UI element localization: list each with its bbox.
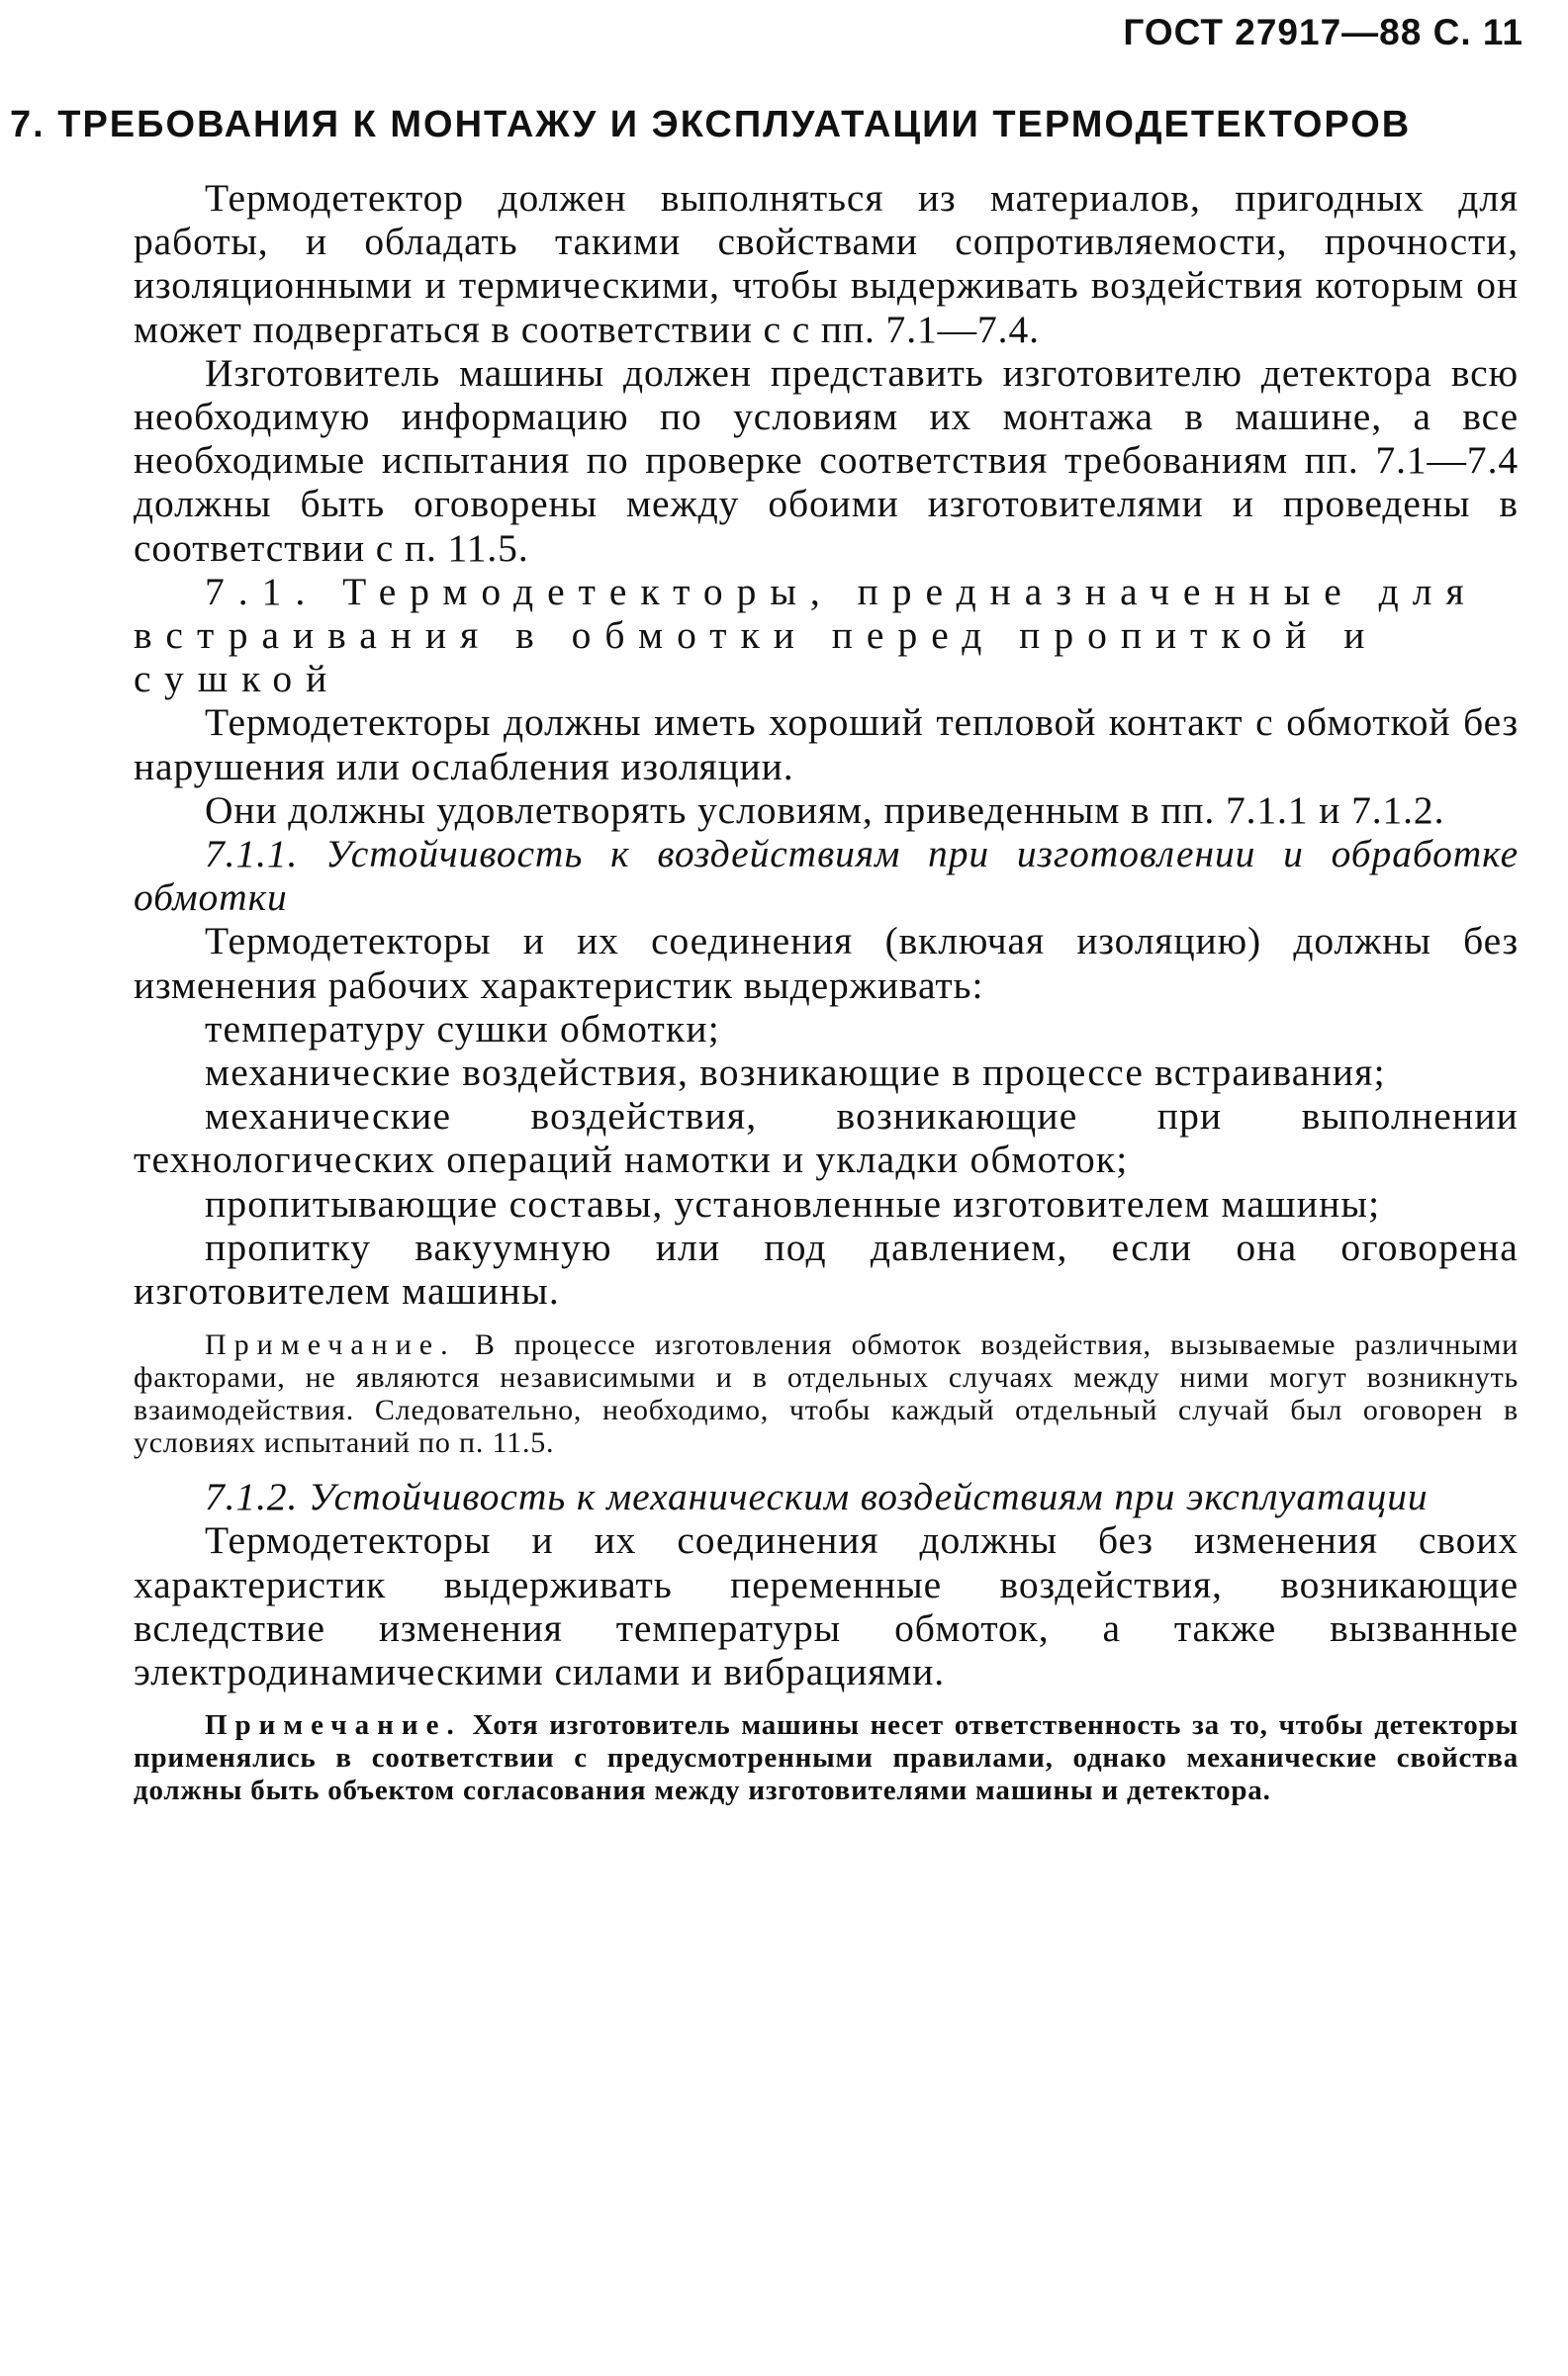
- list-item: пропитывающие составы, установленные изготовителем машины;: [205, 1181, 1381, 1226]
- subsection-heading-7-1: 7.1. Термодетекторы, предназначенные для встраивания в обмотки перед пропиткой и сушкой: [134, 569, 1478, 701]
- note-1: [134, 1328, 1519, 1459]
- note-text: Хотя изготовитель машины несет ответственность за то, чтобы детекторы применялись в соответствии с предусмотренными правилами, однако механические свойства должны быть объектом согласования между изготовителями машины и детектора.: [134, 1709, 1519, 1807]
- paragraph-conditions-ref: Они должны удовлетворять условиям, приведенным в пп. 7.1.1 и 7.1.2.: [205, 787, 1445, 832]
- note-label: Примечание.: [205, 1709, 462, 1742]
- note-2: [134, 1709, 1519, 1807]
- paragraph-mechanical-withstand: Термодетекторы и их соединения должны без изменения своих характеристик выдерживать переменные воздействия, возникающие вследствие изменения температуры обмоток, а также вызванные электродинамическими силами и вибрациями.: [134, 1518, 1519, 1694]
- document-body: [134, 176, 1519, 1823]
- note-text: В процессе изготовления обмоток воздействия, вызываемые различными факторами, не являются независимыми и в отдельных случаях между ними могут возникнуть взаимодействия. Следовательно, необходимо, чтобы каждый отдельный случай был оговорен в условиях испытаний по п. 11.5.: [134, 1328, 1519, 1460]
- paragraph-manufacturer-info: Изготовитель машины должен представить изготовителю детектора всю необходимую информацию по условиям их монтажа в машине, а все необходимые испытания по проверке соответствия требованиям пп. 7.1—7.4 должны быть оговорены между обоими изготовителями и проведены в соответствии с п. 11.5.: [134, 350, 1519, 570]
- paragraph-withstand-intro: Термодетекторы и их соединения (включая изоляцию) должны без изменения рабочих характеристик выдерживать:: [134, 919, 1519, 1007]
- paragraph-thermal-contact: Термодетекторы должны иметь хороший тепловой контакт с обмоткой без нарушения или ослабления изоляции.: [134, 700, 1519, 788]
- paragraph-requirements: Термодетектор должен выполняться из материалов, пригодных для работы, и обладать такими свойствами сопротивляемости, прочности, изоляционными и термическими, чтобы выдерживать воздействия которым он может подвергаться в соответствии с с пп. 7.1—7.4.: [134, 176, 1519, 351]
- section-title: 7. ТРЕБОВАНИЯ К МОНТАЖУ И ЭКСПЛУАТАЦИИ ТЕРМОДЕТЕКТОРОВ: [10, 104, 1412, 145]
- note-label: Примечание.: [205, 1328, 456, 1362]
- list-item: механические воздействия, возникающие в процессе встраивания;: [205, 1051, 1386, 1095]
- subsection-heading-7-1-1: 7.1.1. Устойчивость к воздействиям при изготовлении и обработке обмотки: [134, 832, 1519, 920]
- list-item: температуру сушки обмотки;: [205, 1006, 720, 1051]
- list-item: пропитку вакуумную или под давлением, если она оговорена изготовителем машины.: [134, 1225, 1519, 1314]
- subsection-heading-7-1-2: 7.1.2. Устойчивость к механическим воздействиям при эксплуатации: [205, 1475, 1429, 1519]
- list-item: механические воздействия, возникающие при выполнении технологических операций намотки и укладки обмоток;: [134, 1094, 1519, 1182]
- running-head: ГОСТ 27917—88 С. 11: [1123, 12, 1523, 52]
